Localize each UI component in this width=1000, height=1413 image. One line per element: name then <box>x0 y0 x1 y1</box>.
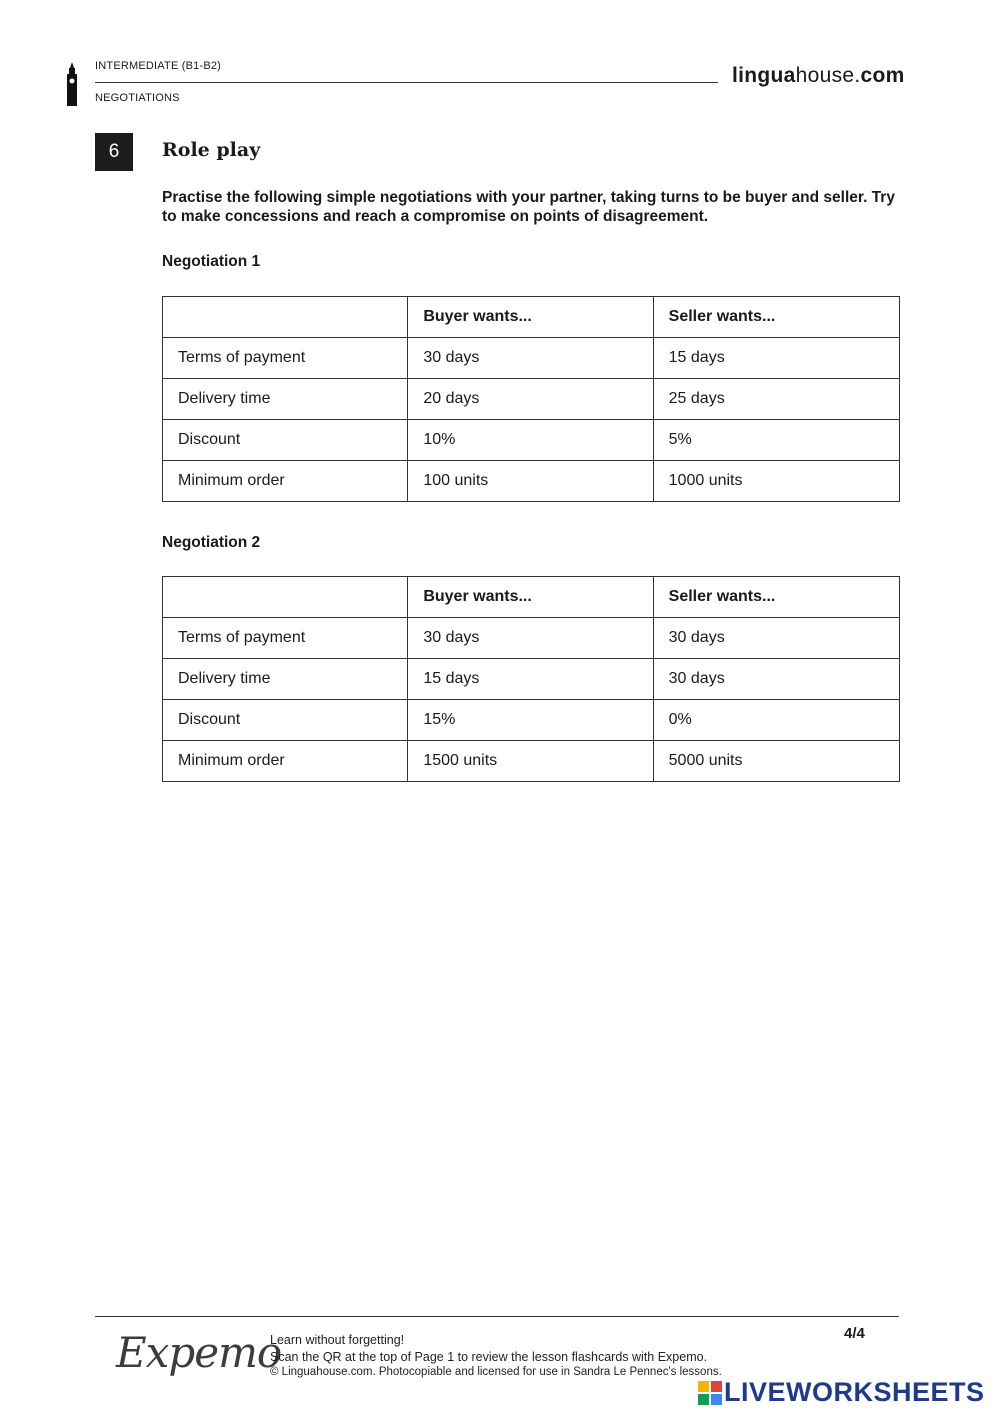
seller-value: 1000 units <box>653 461 899 502</box>
seller-value: 25 days <box>653 379 899 420</box>
footer-copyright: © Linguahouse.com. Photocopiable and licensed for use in Sandra Le Pennec's lessons. <box>270 1366 722 1378</box>
buyer-value: 15 days <box>408 659 653 700</box>
big-ben-icon <box>64 62 80 106</box>
row-label: Delivery time <box>163 659 408 700</box>
brand-part-lingua: lingua <box>732 64 796 87</box>
row-label: Terms of payment <box>163 338 408 379</box>
row-label: Discount <box>163 420 408 461</box>
footer-tagline: Learn without forgetting! <box>270 1333 405 1347</box>
footer-qr-note: Scan the QR at the top of Page 1 to review the lesson flashcards with Expemo. <box>270 1350 708 1364</box>
linguahouse-logo[interactable] <box>732 64 905 88</box>
row-label: Terms of payment <box>163 618 408 659</box>
header-cell-buyer: Buyer wants... <box>408 577 653 618</box>
buyer-value: 30 days <box>408 618 653 659</box>
footer-divider <box>95 1316 899 1317</box>
header-divider <box>95 82 718 83</box>
buyer-value: 20 days <box>408 379 653 420</box>
seller-value: 30 days <box>653 618 899 659</box>
table-row <box>163 379 900 420</box>
seller-value: 15 days <box>653 338 899 379</box>
buyer-value: 1500 units <box>408 741 653 782</box>
liveworksheets-icon <box>698 1381 722 1405</box>
liveworksheets-text: LIVEWORKSHEETS <box>724 1377 985 1407</box>
seller-value: 0% <box>653 700 899 741</box>
header-cell <box>163 297 408 338</box>
table-header-row <box>163 577 900 618</box>
seller-value: 5000 units <box>653 741 899 782</box>
table-row <box>163 700 900 741</box>
page-number: 4/4 <box>844 1325 865 1342</box>
seller-value: 5% <box>653 420 899 461</box>
header-cell-seller: Seller wants... <box>653 297 899 338</box>
liveworksheets-logo[interactable] <box>698 1377 985 1408</box>
negotiation-1-table <box>162 296 900 502</box>
negotiation-2-table <box>162 576 900 782</box>
header-cell <box>163 577 408 618</box>
brand-part-com: com <box>860 64 905 87</box>
row-label: Discount <box>163 700 408 741</box>
table-row <box>163 420 900 461</box>
row-label: Minimum order <box>163 741 408 782</box>
row-label: Delivery time <box>163 379 408 420</box>
table-row <box>163 741 900 782</box>
table-row <box>163 659 900 700</box>
section-title: Role play <box>162 139 261 161</box>
header-cell-buyer: Buyer wants... <box>408 297 653 338</box>
instructions: Practise the following simple negotiations with your partner, taking turns to be buyer and seller. Try to make concessions and reach a compromise on points of disagreement. <box>162 189 895 225</box>
buyer-value: 30 days <box>408 338 653 379</box>
seller-value: 30 days <box>653 659 899 700</box>
buyer-value: 10% <box>408 420 653 461</box>
header-cell-seller: Seller wants... <box>653 577 899 618</box>
section-number-badge: 6 <box>95 133 133 171</box>
table-row <box>163 618 900 659</box>
negotiation-1-label: Negotiation 1 <box>162 253 261 270</box>
table-row <box>163 338 900 379</box>
level-label: INTERMEDIATE (B1-B2) <box>95 60 222 72</box>
buyer-value: 15% <box>408 700 653 741</box>
buyer-value: 100 units <box>408 461 653 502</box>
table-row <box>163 461 900 502</box>
expemo-logo[interactable]: Expemo <box>116 1328 282 1377</box>
negotiation-2-label: Negotiation 2 <box>162 534 261 551</box>
brand-part-house: house. <box>795 64 861 87</box>
row-label: Minimum order <box>163 461 408 502</box>
table-header-row <box>163 297 900 338</box>
topic-label: NEGOTIATIONS <box>95 92 180 104</box>
